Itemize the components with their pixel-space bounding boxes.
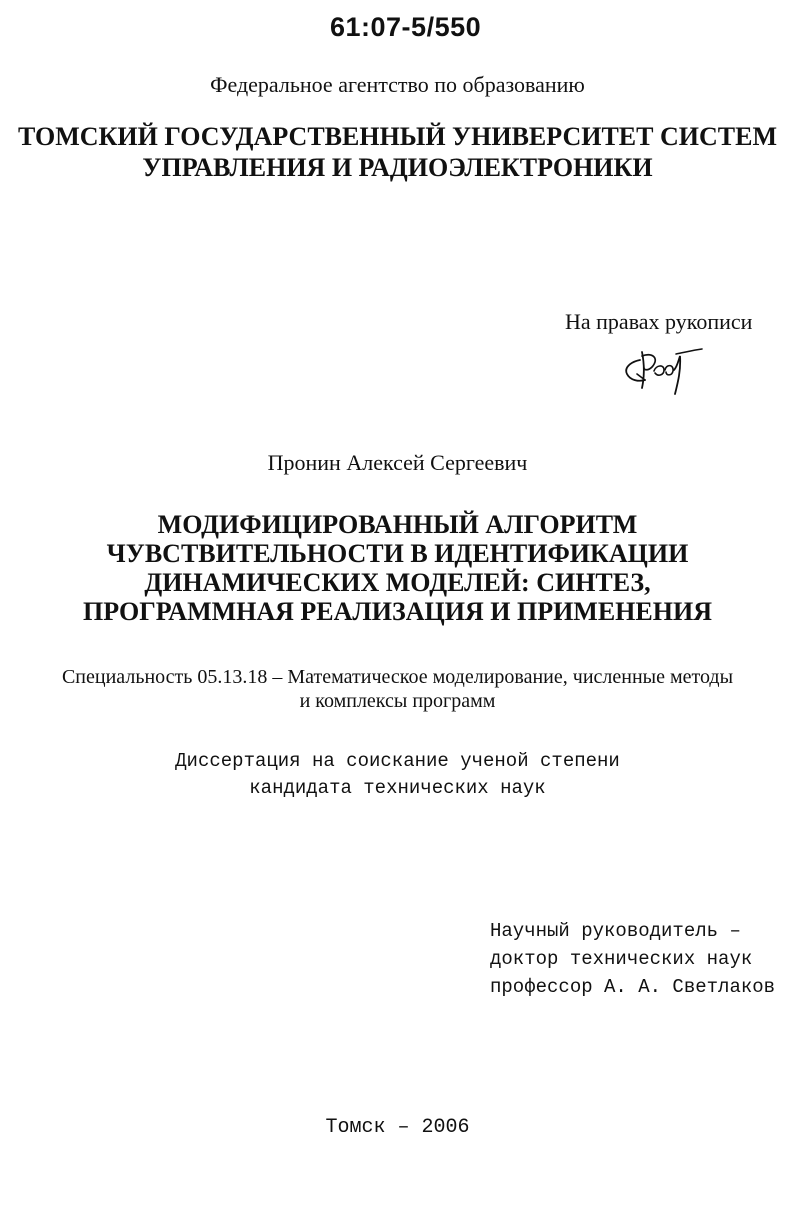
author-name: Пронин Алексей Сергеевич (267, 450, 528, 475)
degree-statement (0, 748, 795, 802)
degree-statement-line-2: кандидата технических наук (249, 777, 546, 799)
specialty (0, 665, 795, 713)
title-line: ПРОГРАММНАЯ РЕАЛИЗАЦИЯ И ПРИМЕНЕНИЯ (83, 597, 712, 626)
university-name-line-2: УПРАВЛЕНИЯ И РАДИОЭЛЕКТРОНИКИ (142, 153, 653, 182)
supervisor-line-1: Научный руководитель – (490, 920, 741, 942)
degree-statement-line-1: Диссертация на соискание ученой степени (175, 750, 620, 772)
supervisor-block (490, 917, 775, 1001)
title-line: МОДИФИЦИРОВАННЫЙ АЛГОРИТМ (157, 510, 638, 539)
manuscript-note: На правах рукописи (565, 309, 753, 334)
signature-icon (618, 340, 708, 403)
agency-name: Федеральное агентство по образованию (210, 72, 585, 97)
specialty-line-2: и комплексы программ (299, 690, 496, 712)
catalog-stamp: 61:07-5/550 (330, 12, 482, 42)
dissertation-title (0, 510, 795, 626)
supervisor-line-2: доктор технических наук (490, 948, 753, 970)
title-line: ДИНАМИЧЕСКИХ МОДЕЛЕЙ: СИНТЕЗ, (144, 568, 651, 597)
university-name (0, 121, 795, 183)
city-year: Томск – 2006 (325, 1116, 470, 1139)
supervisor-line-3: профессор А. А. Светлаков (490, 976, 776, 998)
specialty-line-1: Специальность 05.13.18 – Математическое моделирование, численные методы (61, 666, 734, 688)
title-line: ЧУВСТВИТЕЛЬНОСТИ В ИДЕНТИФИКАЦИИ (106, 539, 689, 568)
university-name-line-1: ТОМСКИЙ ГОСУДАРСТВЕННЫЙ УНИВЕРСИТЕТ СИСТЕМ (18, 122, 777, 151)
